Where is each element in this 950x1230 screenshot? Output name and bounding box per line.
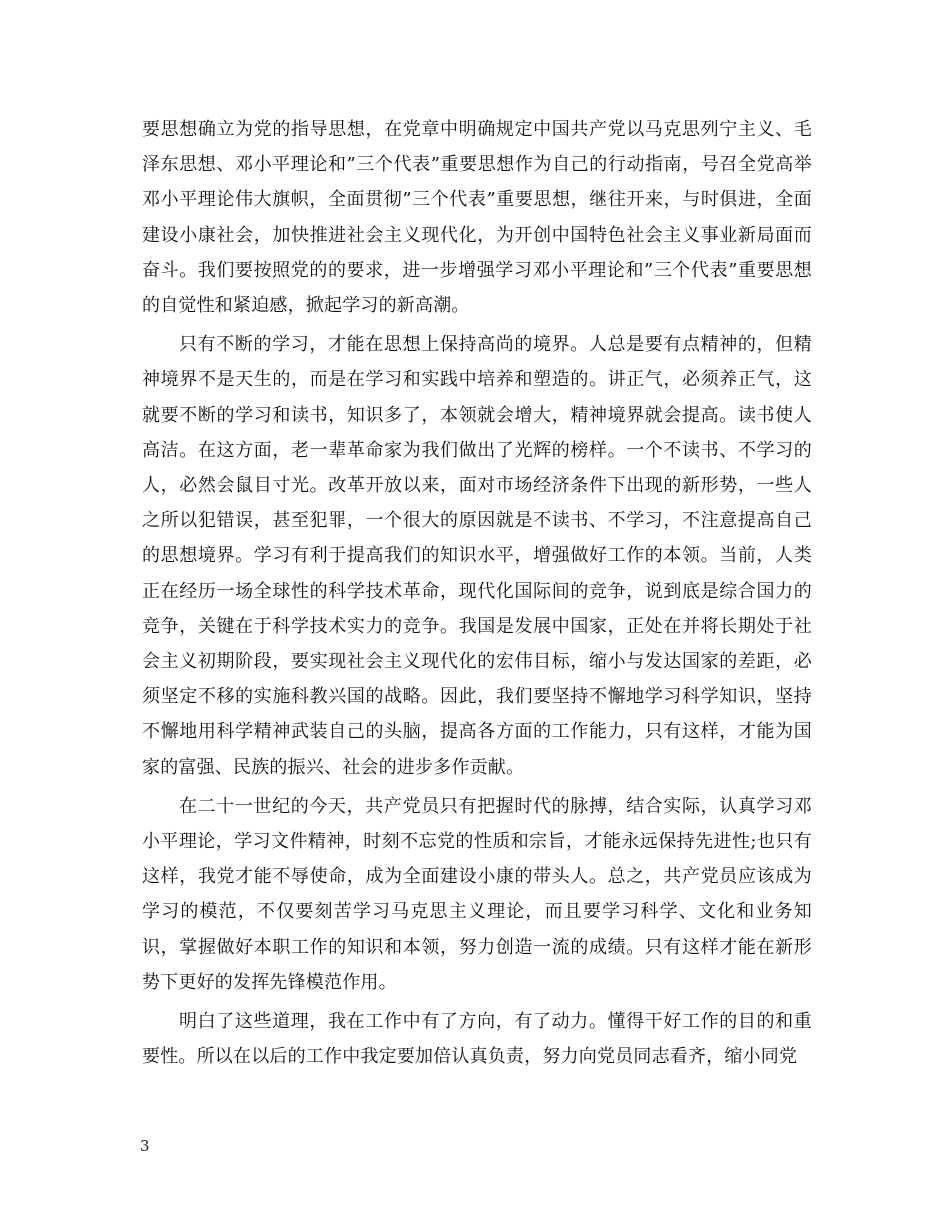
paragraph-continuation: 要思想确立为党的指导思想，在党章中明确规定中国共产党以马克思列宁主义、毛泽东思想、邓小平理论和”三个代表”重要思想作为自己的行动指南，号召全党高举邓小平理论伟大旗帜，全面贯彻”三个代表”重要思想，继往开来，与时俱进，全面建设小康社会，加快推进社会主义现代化，为开创中国特色社会主义事业新局面而奋斗。我们要按照党的的要求，进一步增强学习邓小平理论和”三个代表”重要思想的自觉性和紧迫感，掀起学习的新高潮。	[142, 119, 812, 317]
page-body	[142, 112, 812, 1078]
paragraph-twenty-first-century: 在二十一世纪的今天，共产党员只有把握时代的脉搏，结合实际，认真学习邓小平理论，学习文件精神，时刻不忘党的性质和宗旨，才能永远保持先进性;也只有这样，我党才能不辱使命，成为全面建设小康的带头人。总之，共产党员应该成为学习的模范，不仅要刻苦学习马克思主义理论，而且要学习科学、文化和业务知识，掌握做好本职工作的知识和本领，努力创造一流的成绩。只有这样才能在新形势下更好的发挥先锋模范作用。	[142, 795, 812, 993]
page-number: 3	[140, 1137, 150, 1155]
paragraph-learning-realm: 只有不断的学习，才能在思想上保持高尚的境界。人总是要有点精神的，但精神境界不是天生的，而是在学习和实践中培养和塑造的。讲正气，必须养正气，这就要不断的学习和读书，知识多了，本领就会增大，精神境界就会提高。读书使人高洁。在这方面，老一辈革命家为我们做出了光辉的榜样。一个不读书、不学习的人，必然会鼠目寸光。改革开放以来，面对市场经济条件下出现的新形势，一些人之所以犯错误，甚至犯罪，一个很大的原因就是不读书、不学习，不注意提高自己的思想境界。学习有利于提高我们的知识水平，增强做好工作的本领。当前，人类正在经历一场全球性的科学技术革命，现代化国际间的竞争，说到底是综合国力的竞争，关键在于科学技术实力的竞争。我国是发展中国家，正处在并将长期处于社会主义初期阶段，要实现社会主义现代化的宏伟目标，缩小与发达国家的差距，必须坚定不移的实施科教兴国的战略。因此，我们要坚持不懈地学习科学知识，坚持不懈地用科学精神武装自己的头脑，提高各方面的工作能力，只有这样，才能为国家的富强、民族的振兴、社会的进步多作贡献。	[142, 334, 812, 778]
paragraph-understanding: 明白了这些道理，我在工作中有了方向，有了动力。懂得干好工作的目的和重要性。所以在以后的工作中我定要加倍认真负责，努力向党员同志看齐，缩小同党	[142, 1011, 812, 1068]
